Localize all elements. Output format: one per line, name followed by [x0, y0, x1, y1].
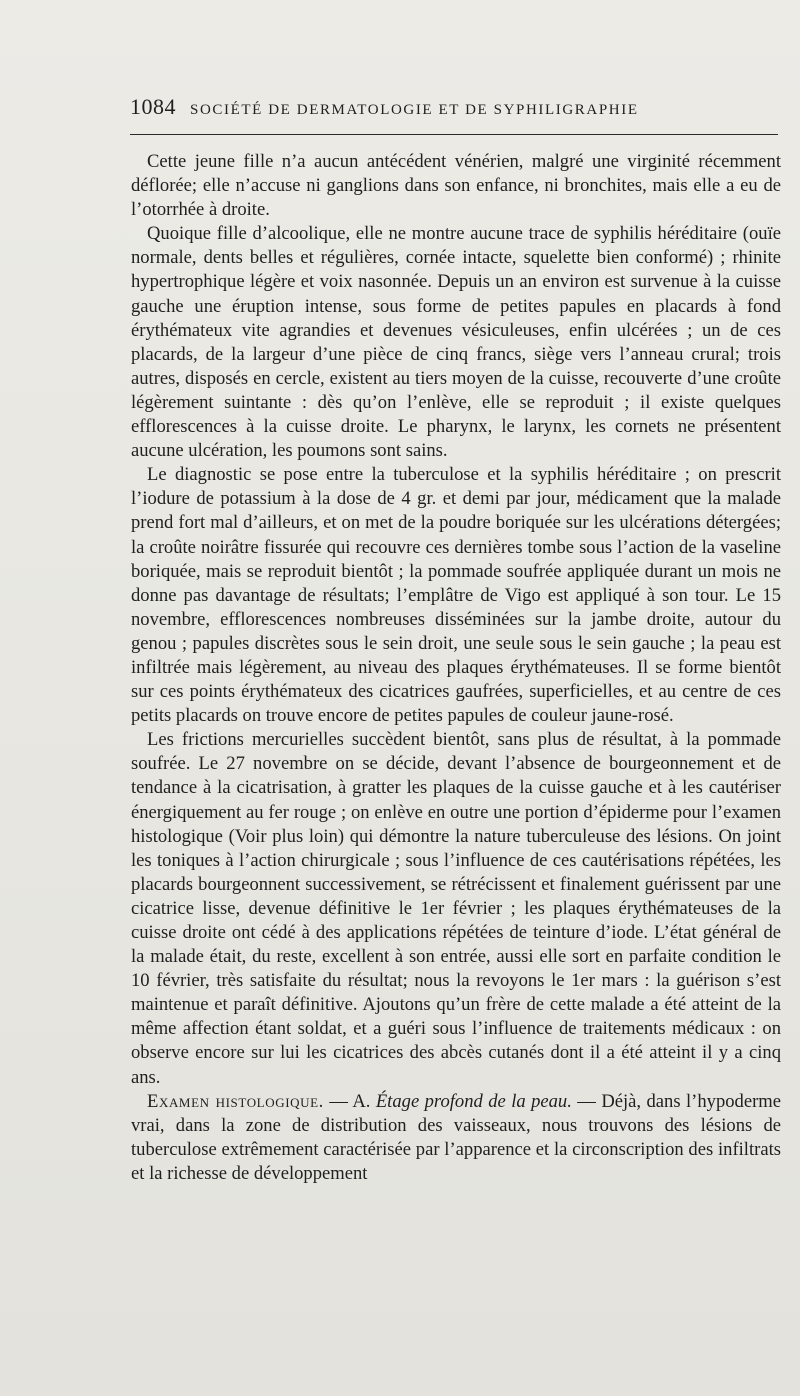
dash: — — [323, 1090, 353, 1112]
running-head: SOCIÉTÉ DE DERMATOLOGIE ET DE SYPHILIGRAPHIE — [190, 102, 639, 118]
histology-paragraph — [131, 1090, 781, 1186]
section-letter: A. — [352, 1090, 371, 1112]
page-header — [130, 94, 780, 120]
header-rule — [130, 134, 778, 135]
page-number: 1084 — [130, 94, 176, 119]
body-text — [131, 150, 781, 1186]
section-text: Déjà, dans l’hypoderme vrai, dans la zone de distribution des vaisseaux, nous trouvons des lésions de tuberculose extrêmement caractérisée par l’apparence et la circonscription des infiltrats et la richesse de développement — [131, 1090, 782, 1184]
paragraph: Cette jeune fille n’a aucun antécédent vénérien, malgré une virginité récemment déflorée; elle n’accuse ni ganglions dans son enfance, ni bronchites, mais elle a eu de l’otorrhée à droite. — [131, 151, 781, 221]
section-label: Examen histologique. — [147, 1090, 324, 1112]
dash: — — [571, 1090, 602, 1112]
paragraph: Le diagnostic se pose entre la tuberculose et la syphilis héréditaire ; on prescrit l’iodure de potassium à la dose de 4 gr. et demi par jour, médicament que la malade prend fort mal d’ailleurs, et on met de la poudre boriquée sur les ulcérations détergées; la croûte noirâtre fissurée qui recouvre ces dernières tombe sous l’action de la vaseline boriquée, mais se reproduit bientôt ; la pommade soufrée appliquée durant un mois ne donne pas davantage de résultats; l’emplâtre de Vigo est appliqué à son tour. Le 15 novembre, efflorescences nombreuses disséminées sur la jambe droite, autour du genou ; papules discrètes sous le sein droit, une seule sous le sein gauche ; la peau est infiltrée mais légèrement, au niveau des plaques érythémateuses. Il se forme bientôt sur ces points érythémateux des cicatrices gaufrées, superficielles, et au centre de ces petits placards on trouve encore de petites papules de couleur jaune-rosé. — [131, 464, 781, 727]
section-heading: Étage profond de la peau. — [375, 1090, 572, 1112]
paragraph: Quoique fille d’alcoolique, elle ne montre aucune trace de syphilis héréditaire (ouïe normale, dents belles et régulières, cornée intacte, squelette bien conformé) ; rhinite hypertrophique légère et voix nasonnée. Depuis un an environ est survenue à la cuisse gauche une éruption intense, sous forme de petites papules en placards à fond érythémateux vite agrandies et devenues vésiculeuses, enfin ulcérées ; un de ces placards, de la largeur d’une pièce de cinq francs, siège vers l’anneau crural; trois autres, disposés en cercle, existent au tiers moyen de la cuisse, recouverte d’une croûte légèrement suintante : dès qu’on l’enlève, elle se reproduit ; il existe quelques efflorescences à la cuisse droite. Le pharynx, le larynx, les cornets ne présentent aucune ulcération, les poumons sont sains. — [131, 223, 781, 462]
paragraph: Les frictions mercurielles succèdent bientôt, sans plus de résultat, à la pommade soufrée. Le 27 novembre on se décide, devant l’absence de bourgeonnement et de tendance à la cicatrisation, à gratter les plaques de la cuisse gauche et à les cautériser énergiquement au fer rouge ; on enlève en outre une portion d’épiderme pour l’examen histologique (Voir plus loin) qui démontre la nature tuberculeuse des lésions. On joint les toniques à l’action chirurgicale ; sous l’influence de ces cautérisations répétées, les placards bourgeonnent successivement, se rétrécissent et finalement guérissent par une cicatrice lisse, devenue définitive le 1er février ; les plaques érythémateuses de la cuisse droite ont cédé à des applications répétées de teinture d’iode. L’état général de la malade était, du reste, excellent à son entrée, aussi elle sort en parfaite condition le 10 février, très satisfaite du résultat; nous la revoyons le 1er mars : la guérison s’est maintenue et paraît définitive. Ajoutons qu’un frère de cette malade a été atteint de la même affection étant soldat, et a guéri sous l’influence de traitements médicaux : on observe encore sur lui les cicatrices des abcès cutanés dont il a été atteint il y a cinq ans. — [131, 729, 781, 1088]
